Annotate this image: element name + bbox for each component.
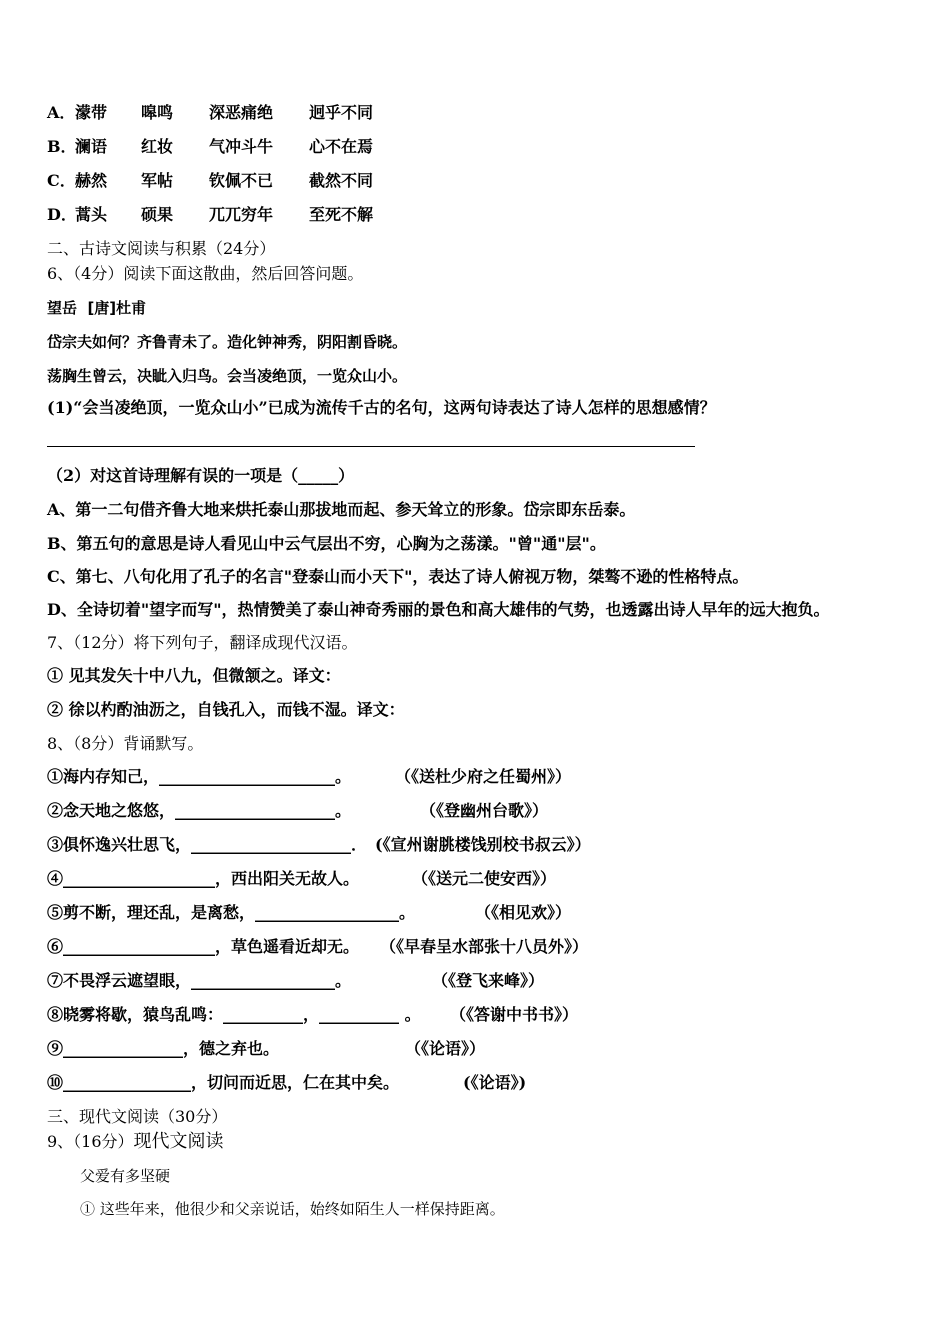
recite-line-3: ③俱怀逸兴壮思飞，____________________． <box>47 835 368 854</box>
q6-choice-d: D、全诗切着"望字而写"，热情赞美了泰山神奇秀丽的景色和高大雄伟的气势，也透露出诗人早年的远大抱负。 <box>47 600 830 619</box>
recite-source-2: （《登幽州台歌》） <box>420 801 549 820</box>
q6-choice-c: C、第七、八句化用了孔子的名言"登泰山而小天下"，表达了诗人俯视万物，桀骜不逊的性格特点。 <box>47 567 749 586</box>
recite-source-9: （《论语》） <box>405 1039 486 1058</box>
option-label: C． <box>47 171 76 190</box>
option-item: 深恶痛绝 <box>209 103 274 122</box>
q6-sub1: (1)“会当凌绝顶，一览众山小”已成为流传千古的名句，这两句诗表达了诗人怎样的思想感情？ <box>47 398 716 417</box>
q7-sentence-1: ① 见其发矢十中八九，但微颔之。译文： <box>47 666 341 685</box>
q9-stem-number: 9、（16分） <box>47 1132 134 1151</box>
q6-stem: 6、（4分）阅读下面这散曲，然后回答问题。 <box>47 264 364 283</box>
recite-line-8: ⑧晓雾将歇，猿鸟乱鸣：__________，__________ 。 <box>47 1005 421 1024</box>
recite-source-6: （《早春呈水部张十八员外》） <box>380 937 589 956</box>
option-item: 红妆 <box>141 137 174 156</box>
q7-stem: 7、（12分）将下列句子，翻译成现代汉语。 <box>47 633 358 652</box>
option-item: 澜语 <box>75 137 108 156</box>
q9-stem-title: 现代文阅读 <box>133 1131 224 1152</box>
option-label: B． <box>47 137 77 156</box>
q6-choice-b: B、第五句的意思是诗人看见山中云气层出不穷，心胸为之荡漾。"曾"通"层"。 <box>47 534 606 553</box>
option-item: 气冲斗牛 <box>209 137 274 156</box>
option-label: A． <box>47 103 76 122</box>
q8-stem: 8、（8分）背诵默写。 <box>47 734 204 753</box>
recite-source-10: (《论语》) <box>463 1073 527 1092</box>
poem-line-2: 荡胸生曾云，决眦入归鸟。会当凌绝顶，一览众山小。 <box>47 367 408 385</box>
section-3-heading: 三、现代文阅读（30分） <box>47 1107 228 1126</box>
poem-line-1: 岱宗夫如何？齐鲁青未了。造化钟神秀，阴阳割昏晓。 <box>47 333 408 351</box>
option-label: D． <box>47 205 77 224</box>
recite-line-1: ①海内存知己，______________________。 <box>47 767 352 786</box>
option-item: 嗥鸣 <box>141 103 174 122</box>
recite-source-8: （《答谢中书书》） <box>450 1005 579 1024</box>
recite-source-3: (《宣州谢朓楼饯别校书叔云》） <box>375 835 591 854</box>
option-item: 赫然 <box>75 171 108 190</box>
article-paragraph-1: ① 这些年来，他很少和父亲说话，始终如陌生人一样保持距离。 <box>80 1200 505 1218</box>
option-item: 至死不解 <box>309 205 374 224</box>
answer-line <box>47 446 695 447</box>
option-item: 濛带 <box>75 103 108 122</box>
option-item: 蒿头 <box>75 205 108 224</box>
recite-line-2: ②念天地之悠悠，____________________。 <box>47 801 352 820</box>
option-item: 兀兀穷年 <box>209 205 274 224</box>
recite-line-7: ⑦不畏浮云遮望眼，__________________。 <box>47 971 352 990</box>
article-title: 父爱有多坚硬 <box>80 1167 171 1185</box>
option-item: 截然不同 <box>309 171 374 190</box>
recite-line-5: ⑤剪不断，理还乱，是离愁，__________________。 <box>47 903 416 922</box>
q9-stem <box>47 1132 224 1152</box>
recite-source-4: （《送元二使安西》） <box>412 869 557 888</box>
recite-line-4: ④___________________，西出阳关无故人。 <box>47 869 360 888</box>
option-item: 钦佩不已 <box>209 171 274 190</box>
recite-source-5: （《相见欢》） <box>475 903 572 922</box>
option-item: 硕果 <box>141 205 174 224</box>
option-item: 心不在焉 <box>309 137 374 156</box>
poem-title: 望岳 [唐]杜甫 <box>47 299 147 317</box>
recite-source-7: （《登飞来峰》） <box>432 971 545 990</box>
option-item: 迥乎不同 <box>309 103 374 122</box>
option-item: 军帖 <box>141 171 174 190</box>
q6-sub2: （2）对这首诗理解有误的一项是（_____） <box>47 466 355 485</box>
recite-source-1: （《送杜少府之任蜀州》） <box>395 767 572 786</box>
q6-choice-a: A、第一二句借齐鲁大地来烘托泰山那拔地而起、参天耸立的形象。岱宗即东岳泰。 <box>47 500 636 519</box>
section-2-heading: 二、古诗文阅读与积累（24分） <box>47 239 276 258</box>
q7-sentence-2: ② 徐以杓酌油沥之，自钱孔入，而钱不湿。译文： <box>47 700 405 719</box>
recite-line-10: ⑩________________，切问而近思，仁在其中矣。 <box>47 1073 400 1092</box>
recite-line-9: ⑨_______________，德之弃也。 <box>47 1039 280 1058</box>
recite-line-6: ⑥___________________，草色遥看近却无。 <box>47 937 360 956</box>
